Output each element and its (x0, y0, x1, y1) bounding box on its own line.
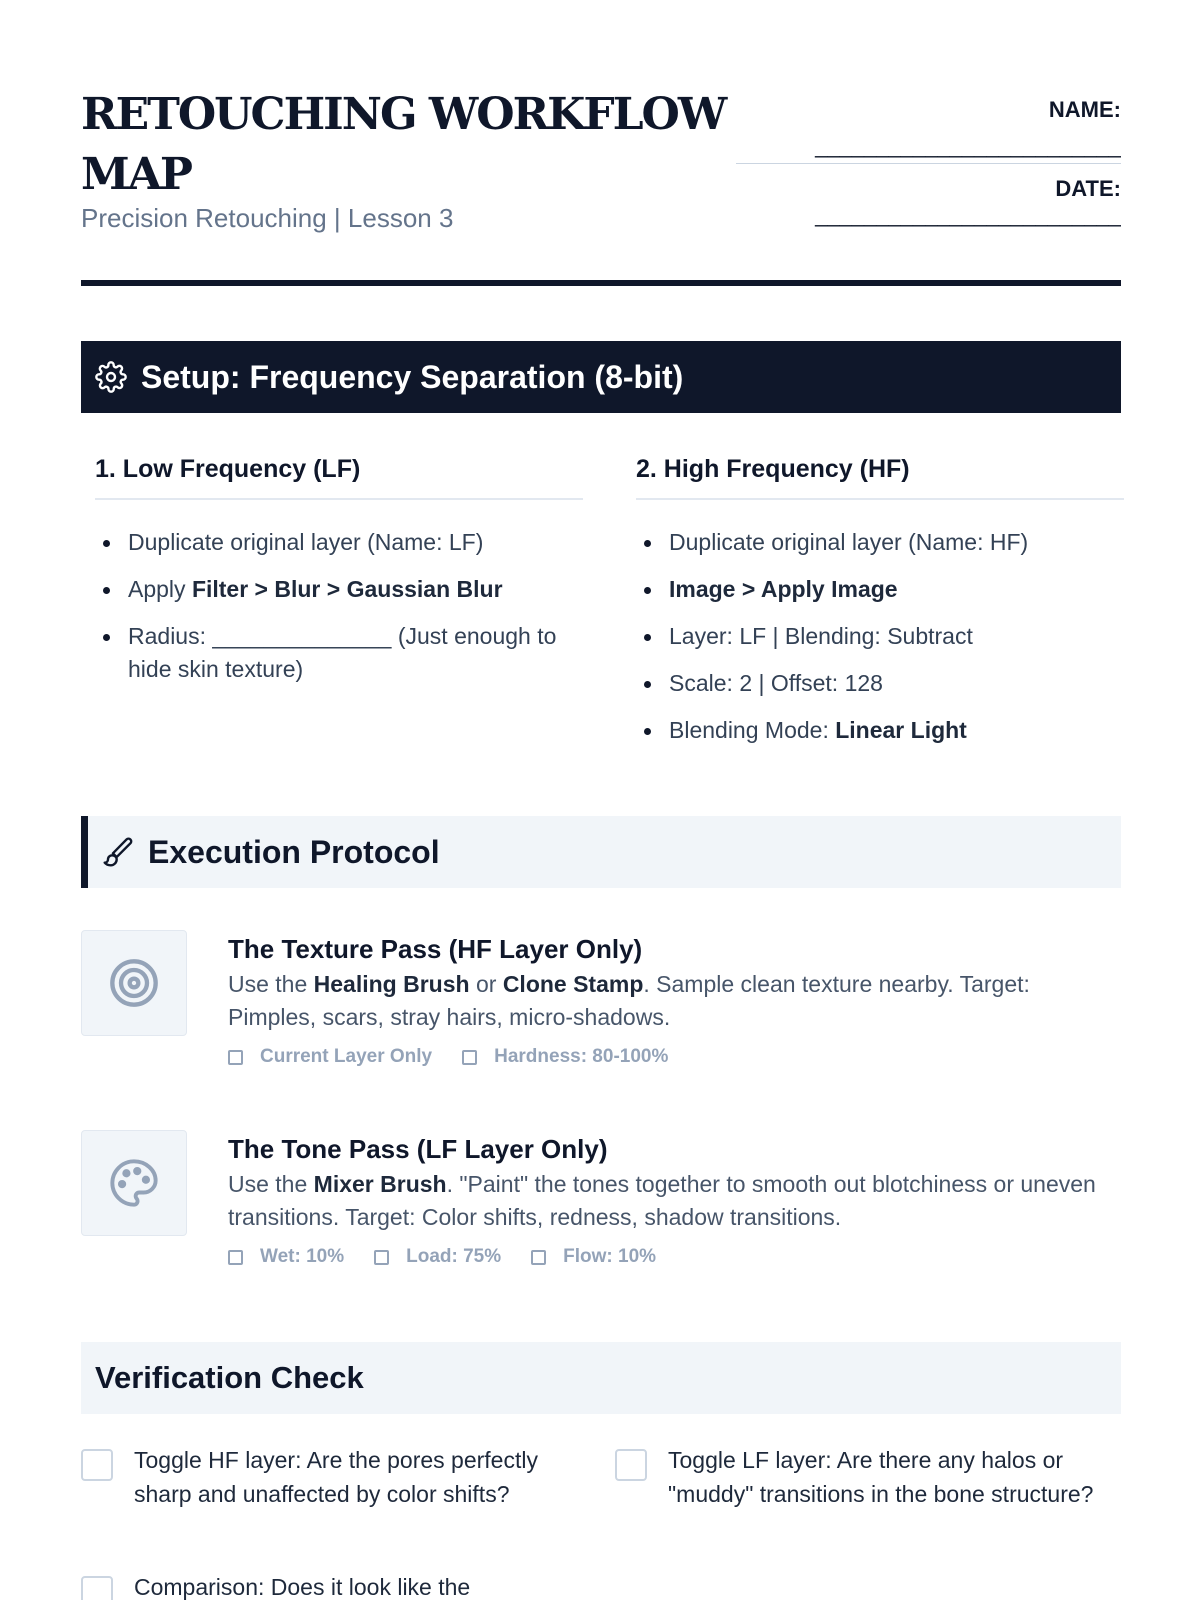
high-frequency-column (636, 455, 1124, 761)
header-divider (81, 280, 1121, 286)
texture-pass-title: The Texture Pass (HF Layer Only) (228, 934, 643, 964)
tone-pass-title: The Tone Pass (LF Layer Only) (228, 1134, 608, 1164)
texture-pass-body (228, 932, 1121, 1068)
setup-section-header (81, 341, 1121, 413)
texture-pass-icon-box (81, 930, 187, 1036)
list-item: Duplicate original layer (Name: LF) (95, 526, 583, 559)
setup-title: Setup: Frequency Separation (8-bit) (141, 358, 684, 395)
name-field[interactable]: _________________________ (736, 133, 1121, 164)
palette-icon (108, 1157, 160, 1209)
list-item: Duplicate original layer (Name: HF) (636, 526, 1124, 559)
list-item: Image > Apply Image (636, 573, 1124, 606)
high-frequency-heading: 2. High Frequency (HF) (636, 455, 1124, 500)
tone-pass-body (228, 1132, 1121, 1268)
verification-section-header (81, 1342, 1121, 1414)
setting-load[interactable]: Load: 75% (374, 1246, 501, 1268)
low-frequency-heading: 1. Low Frequency (LF) (95, 455, 583, 500)
low-frequency-list (95, 526, 583, 686)
list-item: Layer: LF | Blending: Subtract (636, 620, 1124, 653)
page-title: RETOUCHING WORKFLOW MAP (81, 89, 726, 200)
tone-pass-description: Use the Mixer Brush. "Paint" the tones together to smooth out blotchiness or uneven transitions. Target: Color shifts, redness, shadow transitions. (228, 1171, 1096, 1230)
texture-pass-settings (228, 1046, 1121, 1068)
checkbox[interactable] (615, 1449, 647, 1481)
gear-icon (95, 361, 127, 393)
checkbox[interactable] (81, 1576, 113, 1600)
execution-section-header (81, 816, 1121, 888)
name-label: NAME: (1048, 97, 1121, 122)
verification-text: Toggle HF layer: Are the pores perfectly sharp and unaffected by color shifts? (134, 1447, 538, 1507)
list-item: Scale: 2 | Offset: 128 (636, 667, 1124, 700)
tone-pass-settings (228, 1246, 1121, 1268)
checkbox[interactable] (531, 1250, 546, 1265)
date-label: DATE: (1055, 176, 1121, 201)
high-frequency-list (636, 526, 1124, 747)
checkbox[interactable] (228, 1050, 243, 1065)
date-field[interactable]: _________________________ (815, 202, 1121, 227)
execution-title: Execution Protocol (148, 833, 440, 870)
list-item: Radius: ______________ (Just enough to hide skin texture) (95, 620, 583, 686)
setting-current-layer-only[interactable]: Current Layer Only (228, 1046, 432, 1068)
list-item: Apply Filter > Blur > Gaussian Blur (95, 573, 583, 606)
brush-icon (102, 836, 134, 868)
checkbox[interactable] (81, 1449, 113, 1481)
student-fields (736, 97, 1121, 228)
setting-hardness[interactable]: Hardness: 80-100% (462, 1046, 668, 1068)
target-icon (108, 957, 160, 1009)
low-frequency-column (95, 455, 583, 700)
checkbox[interactable] (228, 1250, 243, 1265)
page-subtitle: Precision Retouching | Lesson 3 (81, 203, 454, 233)
verification-text: Toggle LF layer: Are there any halos or "muddy" transitions in the bone structure? (668, 1447, 1094, 1507)
checkbox[interactable] (462, 1050, 477, 1065)
verification-title: Verification Check (95, 1360, 364, 1395)
setting-wet[interactable]: Wet: 10% (228, 1246, 344, 1268)
setting-flow[interactable]: Flow: 10% (531, 1246, 656, 1268)
tone-pass-icon-box (81, 1130, 187, 1236)
checkbox[interactable] (374, 1250, 389, 1265)
header (81, 85, 1121, 285)
texture-pass-description: Use the Healing Brush or Clone Stamp. Sample clean texture nearby. Target: Pimples, scars, stray hairs, micro-shadows. (228, 971, 1030, 1030)
verification-text: Comparison: Does it look like the (134, 1574, 471, 1600)
list-item: Blending Mode: Linear Light (636, 714, 1124, 747)
